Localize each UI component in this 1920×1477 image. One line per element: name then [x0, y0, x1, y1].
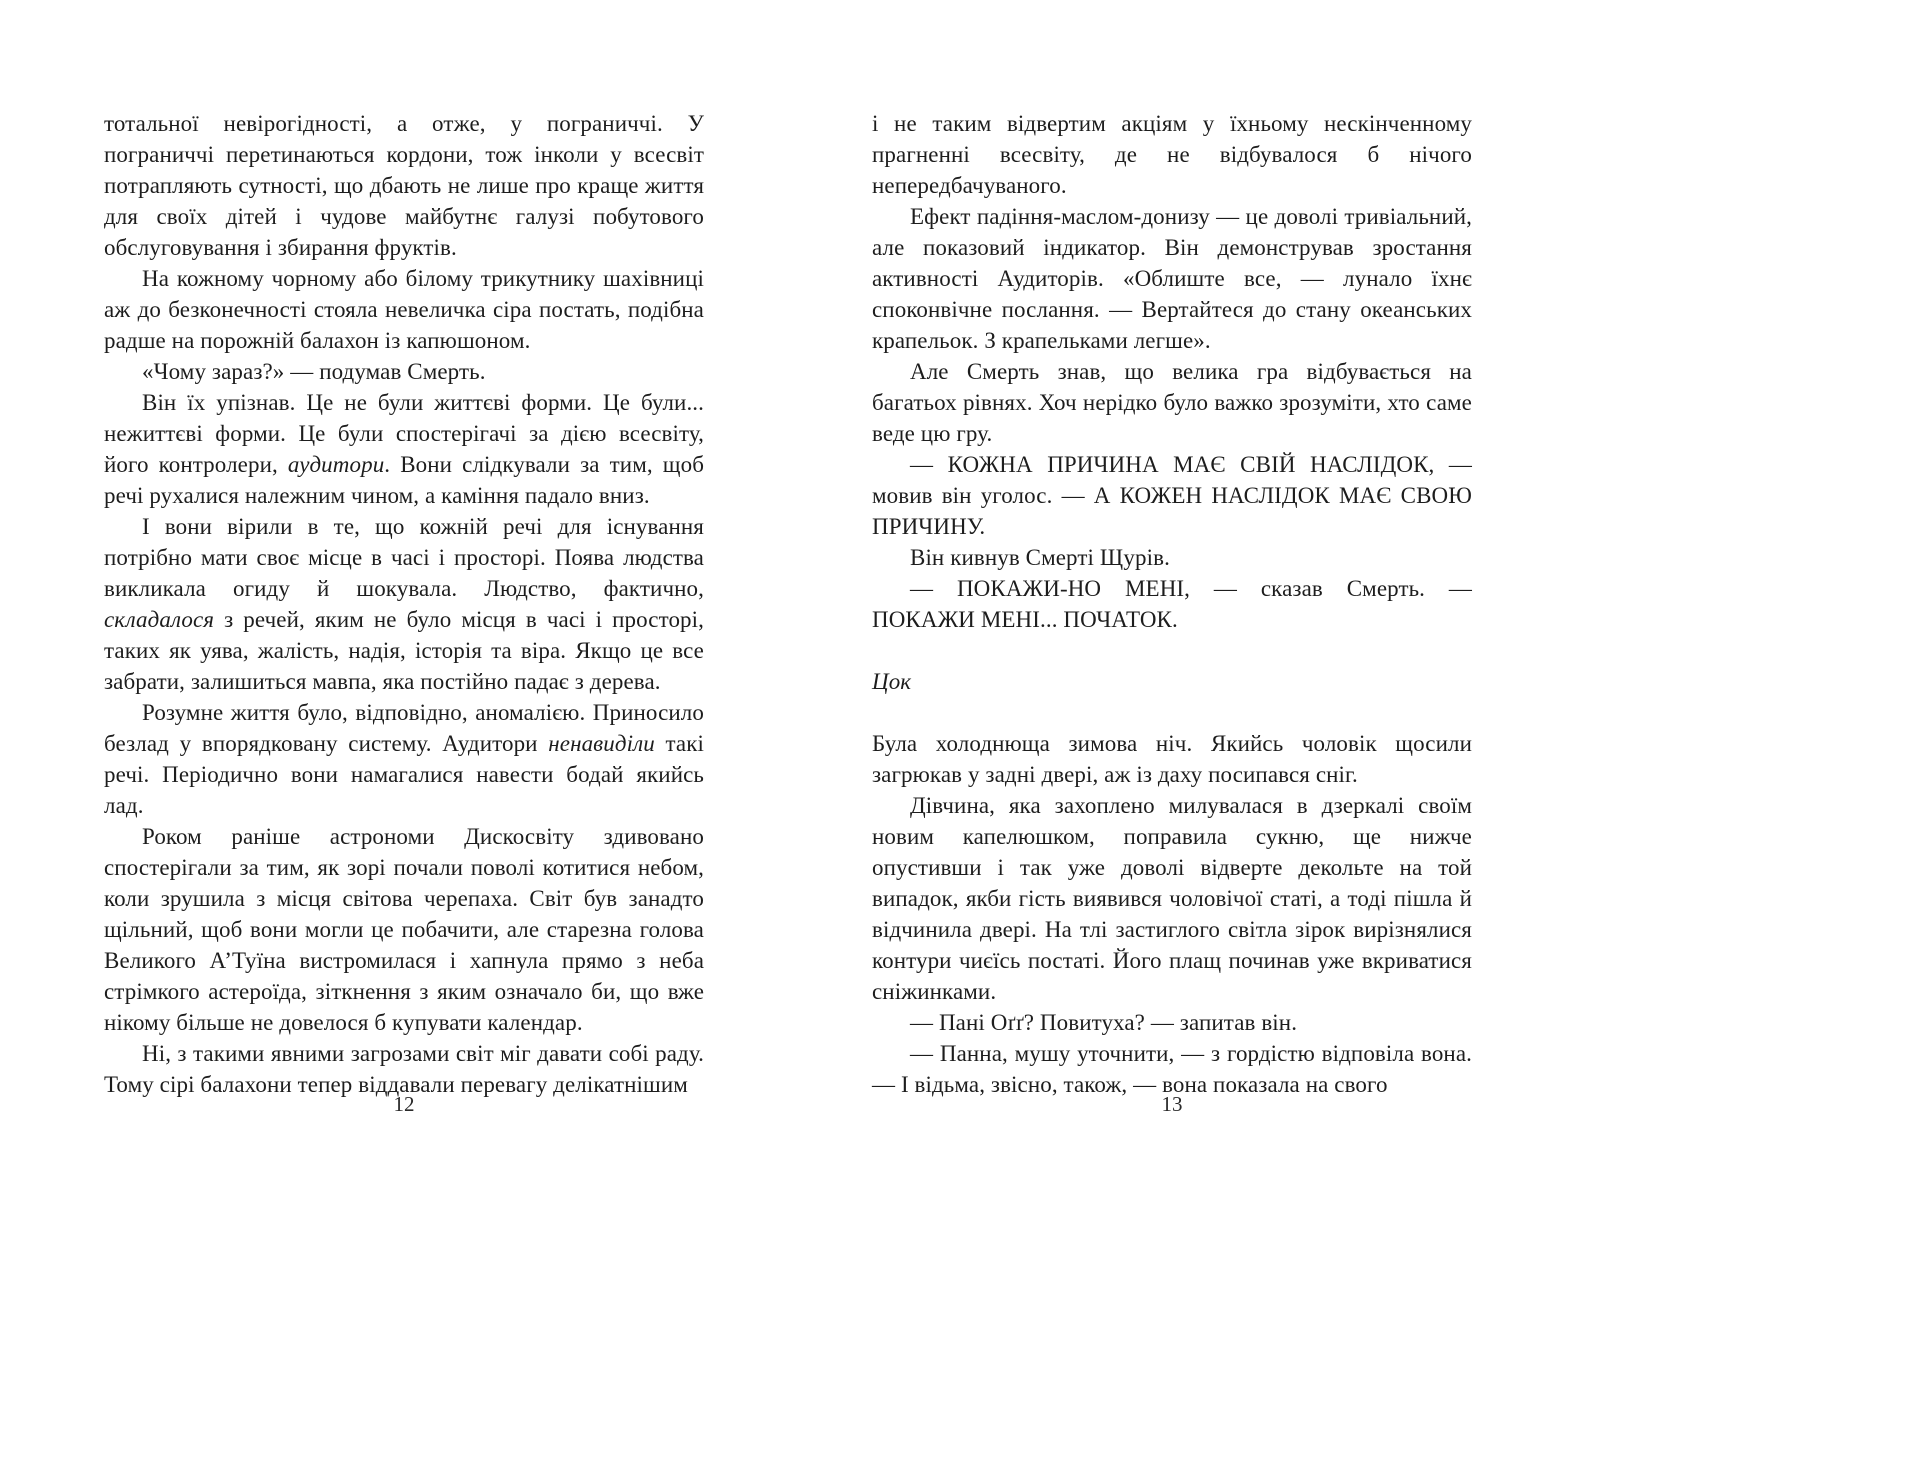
- text-run: Він кивнув Смерті Щурів.: [910, 545, 1170, 570]
- paragraph: [104, 1038, 704, 1100]
- page-right: [788, 0, 1578, 1477]
- text-run: і не таким відвертим акціям у їхньому нескінченному прагненні всесвіту, де не відбувалося б нічого непередбачуваного.: [872, 111, 1472, 198]
- page-text-left: [104, 108, 704, 1100]
- text-run: — ПОКАЖИ-НО МЕНІ, — сказав Смерть. — ПОКАЖИ МЕНІ... ПОЧАТОК.: [872, 576, 1472, 632]
- text-run: з речей, яким не було місця в часі і просторі, таких як уява, жалість, надія, історія та віра. Якщо це все забрати, залишиться мавпа, яка постійно падає з дерева.: [104, 607, 704, 694]
- italic-text-run: аудитори: [287, 452, 385, 477]
- paragraph: [872, 542, 1472, 573]
- paragraph: [104, 697, 704, 821]
- paragraph: [872, 449, 1472, 542]
- paragraph: [104, 356, 704, 387]
- paragraph: [104, 108, 704, 263]
- text-run: Дівчина, яка захоплено милувалася в дзеркалі своїм новим капелюшком, поправила сукню, ще нижче опустивши і так уже доволі відверте декольте на той випадок, якби гість виявився чоловічої статі, а тоді пішла й відчинила двері. На тлі застиглого світла зірок вирізнялися контури чиєїсь постаті. Його плащ починав уже вкриватися сніжинками.: [872, 793, 1472, 1004]
- paragraph: [872, 108, 1472, 201]
- text-run: такі речі. Періодично вони намагалися навести бодай якийсь лад.: [104, 731, 704, 818]
- text-run: тотальної невірогідності, а отже, у пограниччі. У пограниччі перетинаються кордони, тож інколи у всесвіт потрапляють сутності, що дбають не лише про краще життя для своїх дітей і чудове майбутнє галузі побутового обслуговування і збирання фруктів.: [104, 111, 704, 260]
- paragraph: [872, 1038, 1472, 1100]
- scene-heading: [872, 666, 1472, 697]
- text-run: — Панна, мушу уточнити, — з гордістю відповіла вона. — І відьма, звісно, також, — вона показала на свого: [872, 1041, 1472, 1097]
- italic-text-run: складалося: [104, 607, 215, 632]
- page-number-left: 12: [393, 1092, 415, 1116]
- text-run: Ефект падіння-маслом-донизу — це доволі тривіальний, але показовий індикатор. Він демонстрував зростання активності Аудиторів. «Облиште все, — лунало їхнє споконвічне послання. — Вертайтеся до стану океанських крапельок. З крапельками легше».: [872, 204, 1472, 353]
- italic-text-run: Цок: [872, 669, 912, 694]
- page-left: [0, 0, 788, 1477]
- text-run: «Чому зараз?» — подумав Смерть.: [142, 359, 486, 384]
- paragraph: [104, 387, 704, 511]
- text-run: Роком раніше астрономи Дискосвіту здивовано спостерігали за тим, як зорі почали поволі котитися небом, коли зрушила з місця світова черепаха. Світ був занадто щільний, щоб вони могли це побачити, але старезна голова Великого А’Туїна вистромилася і хапнула прямо з неба стрімкого астероїда, зіткнення з яким означало би, що вже нікому більше не довелося б купувати календар.: [104, 824, 704, 1035]
- text-run: — Пані Оґґ? Повитуха? — запитав він.: [910, 1010, 1298, 1035]
- paragraph: [872, 790, 1472, 1007]
- paragraph: [104, 511, 704, 697]
- text-run: Ні, з такими явними загрозами світ міг давати собі раду. Тому сірі балахони тепер віддавали перевагу делікатнішим: [104, 1041, 704, 1097]
- paragraph: [872, 728, 1472, 790]
- paragraph: [872, 1007, 1472, 1038]
- text-run: — КОЖНА ПРИЧИНА МАЄ СВІЙ НАСЛІДОК, — мовив він уголос. — А КОЖЕН НАСЛІДОК МАЄ СВОЮ ПРИЧИНУ.: [872, 452, 1472, 539]
- text-run: . Вони слідкували за тим, щоб речі рухалися належним чином, а каміння падало вниз.: [104, 452, 704, 508]
- text-run: Розумне життя було, відповідно, аномалією. Приносило безлад у впорядковану систему. Аудитори: [104, 700, 704, 756]
- paragraph: [872, 356, 1472, 449]
- text-run: Він їх упізнав. Це не були життєві форми. Це були... нежиттєві форми. Це були спостерігачі за дією всесвіту, його контролери,: [104, 390, 704, 477]
- paragraph: [872, 573, 1472, 635]
- page-number-right: 13: [1161, 1092, 1183, 1116]
- text-run: Але Смерть знав, що велика гра відбувається на багатьох рівнях. Хоч нерідко було важко зрозуміти, хто саме веде цю гру.: [872, 359, 1472, 446]
- page-text-right: [872, 108, 1472, 1100]
- text-run: На кожному чорному або білому трикутнику шахівниці аж до безконечності стояла невеличка сіра постать, подібна радше на порожній балахон із капюшоном.: [104, 266, 704, 353]
- paragraph: [104, 821, 704, 1038]
- text-run: Була холоднюща зимова ніч. Якийсь чоловік щосили загрюкав у задні двері, аж із даху посипався сніг.: [872, 731, 1472, 787]
- text-run: І вони вірили в те, що кожній речі для існування потрібно мати своє місце в часі і просторі. Поява людства викликала огиду й шокувала. Людство, фактично,: [104, 514, 704, 601]
- paragraph: [872, 201, 1472, 356]
- italic-text-run: ненавиділи: [548, 731, 655, 756]
- paragraph: [104, 263, 704, 356]
